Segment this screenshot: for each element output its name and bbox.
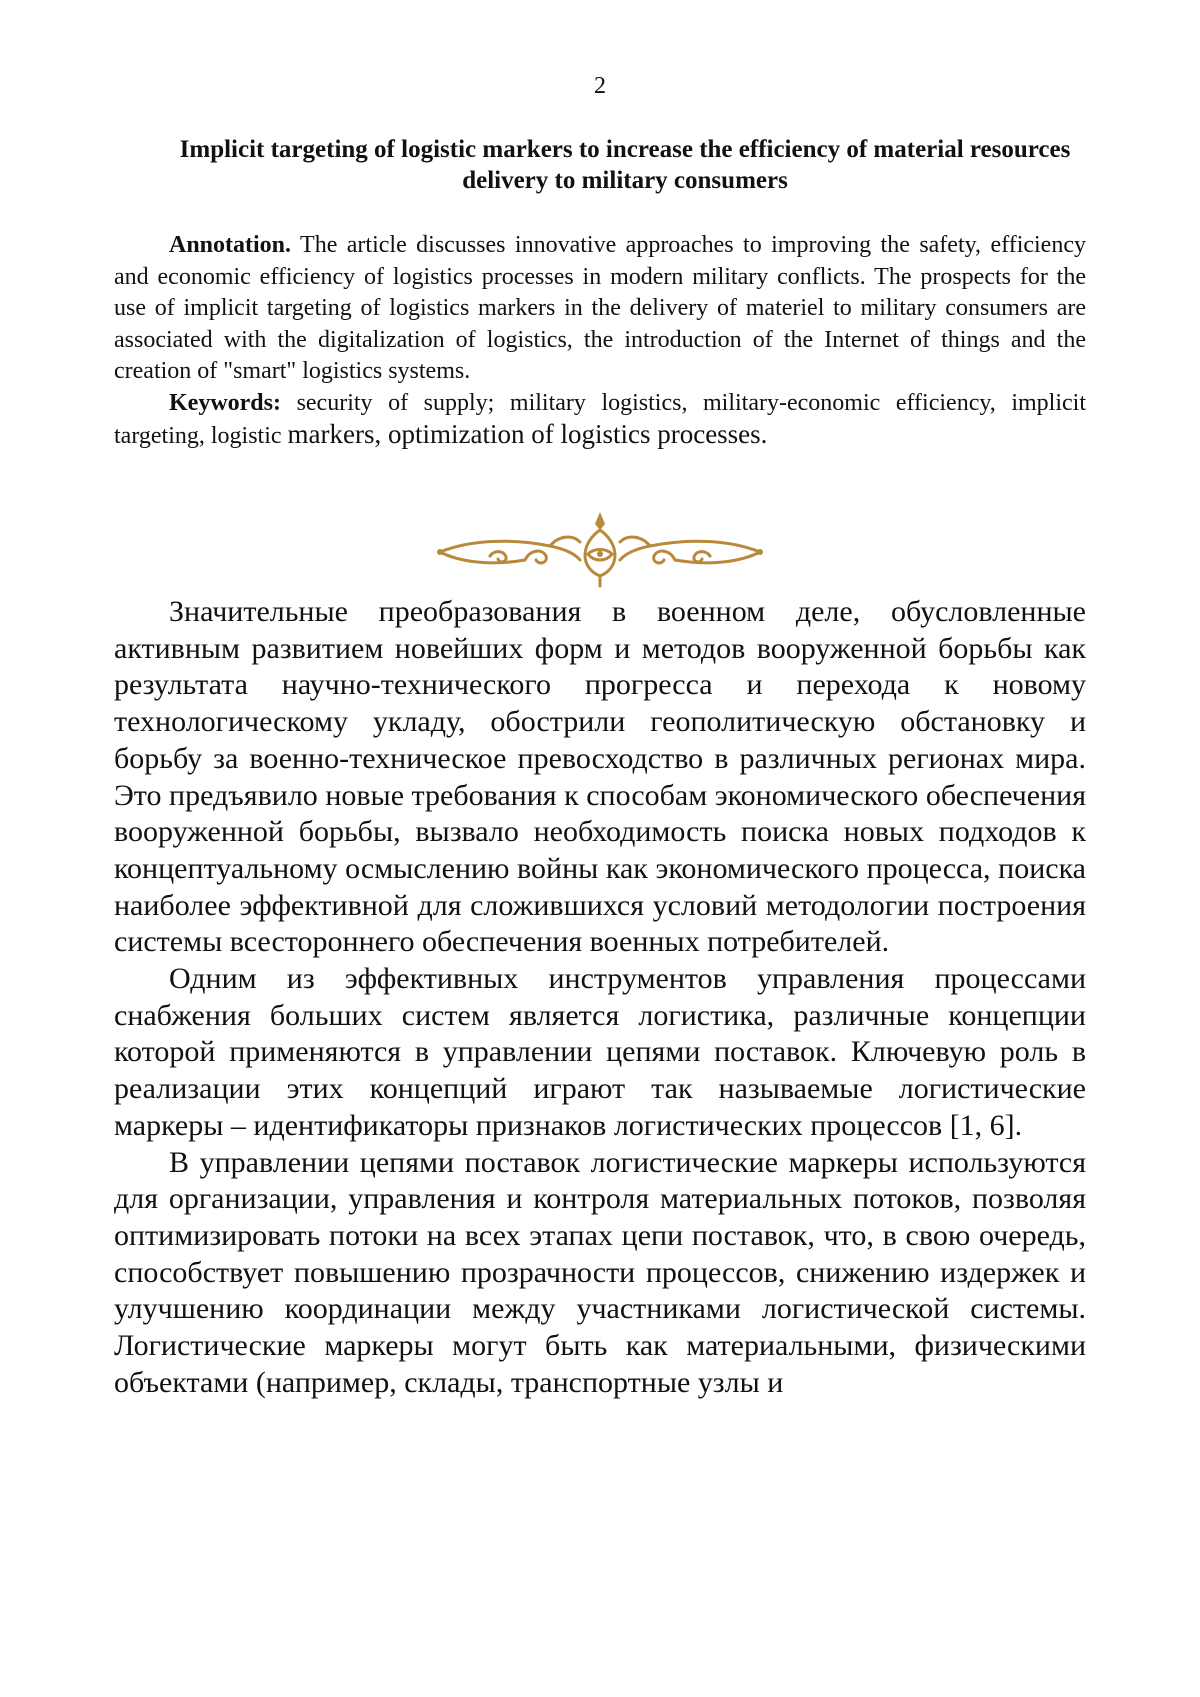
keywords-tail: markers, optimization of logistics processes.: [287, 419, 768, 449]
article-title: Implicit targeting of logistic markers to increase the efficiency of material resources delivery to military consumers: [179, 136, 1071, 194]
keywords-paragraph: [114, 388, 1086, 453]
annotation-text: The article discusses innovative approaches to improving the safety, efficiency and economic efficiency of logistics processes in modern military conflicts. The prospects for the use of implicit targeting of logistics markers in the delivery of materiel to military consumers are associated with the digitalization of logistics, the introduction of the Internet of things and the creation of "smart" logistics systems.: [114, 232, 1086, 384]
body-text: [114, 594, 1086, 1401]
page-number: 2: [594, 73, 606, 99]
body-paragraph-2: Одним из эффективных инструментов управления процессами снабжения больших систем является логистика, различные концепции которой применяются в управлении цепями поставок. Ключевую роль в реализации этих концепций играют так называемые логистические маркеры – идентификаторы признаков логистических процессов [1, 6].: [114, 962, 1086, 1142]
annotation-paragraph: [114, 230, 1086, 388]
keywords-text: security of supply; military logistics, military-economic efficiency, implicit targeting, logistic: [114, 389, 1087, 449]
ornament-divider-icon: [430, 510, 770, 590]
annotation-label: Annotation.: [169, 232, 292, 258]
body-paragraph-1: Значительные преобразования в военном деле, обусловленные активным развитием новейших форм и методов вооруженной борьбы как результата научно-технического прогресса и перехода к новому технологическому укладу, обострили геополитическую обстановку и борьбу за военно-техническое превосходство в различных регионах мира. Это предъявило новые требования к способам экономического обеспечения вооруженной борьбы, вызвало необходимость поиска новых подходов к концептуальному осмыслению войны как экономического процесса, поиска наиболее эффективной для сложившихся условий методологии построения системы всестороннего обеспечения военных потребителей.: [114, 595, 1086, 959]
keywords-label: Keywords:: [169, 389, 281, 416]
annotation-block: [114, 230, 1086, 453]
body-paragraph-3: В управлении цепями поставок логистические маркеры используются для организации, управления и контроля материальных потоков, позволяя оптимизировать потоки на всех этапах цепи поставок, что, в свою очередь, способствует повышению прозрачности процессов, снижению издержек и улучшению координации между участниками логистической системы. Логистические маркеры могут быть как материальными, физическими объектами (например, склады, транспортные узлы и: [114, 1145, 1086, 1399]
